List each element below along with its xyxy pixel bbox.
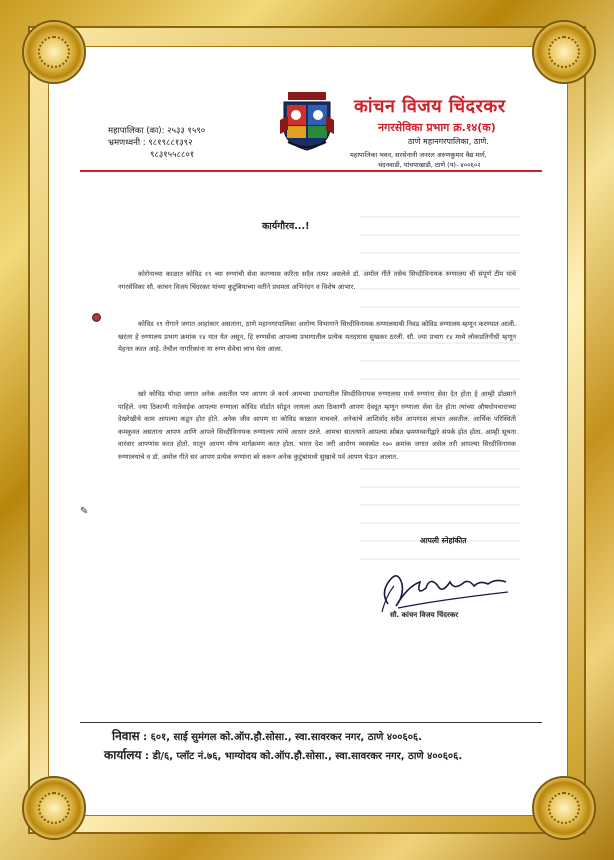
councillor-name: कांचन विजय चिंदरकर [354,96,506,117]
corner-ornament-icon [532,776,596,840]
pen-mark-icon [92,313,101,322]
residence-address [112,727,422,744]
contact-office: महापालिका (का): २५३३ १५९० [108,126,206,136]
footer-divider [80,722,542,723]
corner-ornament-icon [22,776,86,840]
corner-ornament-icon [22,20,86,84]
office-value: : डी/६, प्लॉट नं.७६, भाग्योदय को.ऑप.हौ.सोसा., स्वा.सावरकर नगर, ठाणे ४००६०६. [144,751,463,762]
residence-value: : ६०१, साई सुमंगल को.ऑप.हौ.सोसा., स्वा.सावरकर नगर, ठाणे ४००६०६. [143,732,422,743]
signatory-name: सौ. कांचन विजय चिंदरकर [390,611,459,619]
office-address-line-1: महापालिका भवन, सरसेनानी जनरल अरुणकुमार वैद्य मार्ग, [350,151,487,159]
watermark [360,200,520,560]
corner-ornament-icon [532,20,596,84]
letter-title: कार्यगौरव...! [262,221,310,232]
contact-mobile-2: ९८३१५५८८०१ [150,150,195,160]
closing-regards: आपली स्नेहांकीत [420,536,467,545]
office-address-line-2: चंदनवाडी, पांचपाखाडी, ठाणे (प)- ४००६०२ [378,161,481,169]
corporation-emblem-icon [278,90,336,152]
office-label: कार्यालय [104,748,142,762]
office-address [104,746,462,763]
pen-mark-icon: ✎ [80,506,89,517]
paragraph-1: कोरोनाच्या काळात कोविड १९ च्या रुग्णांची सेवा करण्यास करिता सदैव तत्पर असलेले डॉ. अमोल गीते तसेच सिध्दीविनायक रुग्णालय ची संपूर्ण टीम यांचे नगरसेविका सौ. कांचन विजय चिंदरकर यांच्या कुटुंबियाच्या वतीने प्रथमता अभिनंदन व विशेष आभार. [118,270,516,291]
paragraph-3: खरे कोविड योध्दा जगात अनेक असतील पण आपण जे कार्य आमच्या प्रभागातील सिध्दीविनायक रुग्णालया मध्ये रुग्णांना सेवा देत होता हे आम्ही डोळ्याने पाहिले. ज्या ठिकाणी नातेवाईक आपल्या रुग्णाला कोविड वॉर्डात सोडून जायला अशा ठिकाणी आपण देवदूत म्हणून रुग्णाला सेवा देत होता त्यांच्या औषधोपचाराच्या देखरेखीचे काम आपल्या कडून होत होते. अनेक जीव आपण या कोविड काळात वाचवले. अनेकांचे आशिर्वाद सदैव आपणास लाभत असतील. आर्थिक परिस्थिती कमकुवत असताना आपण आणि आपले सिध्दीविनायक रुग्णालय त्यांचे आधार ठरले. आमचा सातत्याने आपल्या सोबत भ्रमणध्वनीद्वारे संपर्क होत होता. आम्ही सूचना वारंवार आपणांस करत होतो. यातून आपण योग्य मार्गक्रमण करत होता. भारत देश जरी आरोग्य व्यवस्थेत १७० क्रमांक जगात असेल तरी आपल्या सिध्दीविनायक रुग्णालयाचे व डॉ. अमोल गीते सर आपण प्रत्येक रुग्णांना बरे करून अनेक कुटुंबांमध्ये सुखाचे पर्व आपण घेऊन आलात. [118,390,516,461]
contact-mobile: भ्रमणध्वनी : ९८१९८८१३९२ [108,138,193,148]
corporation-name: ठाणे महानगरपालिका, ठाणे. [408,137,489,146]
paragraph-2: कोविड १९ रोगाने जगात आहांकार असताना, ठाणे महानगरपालिका आरोग्य विभागाने सिध्दीविनायक रुग्णालयाची निवड कोविड रुग्णालय म्हणून करण्यात आली. खरंतर हे रुग्णालय प्रभाग क्रमांक १४ यात येत असून, हि रुग्णसेवा आपल्या प्रभागातील प्रत्येक मतदारास सुखकर ठरली. सौ. ज्या प्रभाग १४ मध्ये लोकप्रतिनीधी म्हणून मेहनत करत आहे. तेथील नागरिकांना या रुग्ण सेवेचा लाभ घेता आला. [118,320,516,353]
residence-label: निवास [112,729,140,743]
handwritten-signature [368,556,518,616]
designation: नगरसेविका प्रभाग क्र.१४(क) [378,121,496,134]
header-divider [80,170,542,172]
contact-numbers [108,125,258,161]
